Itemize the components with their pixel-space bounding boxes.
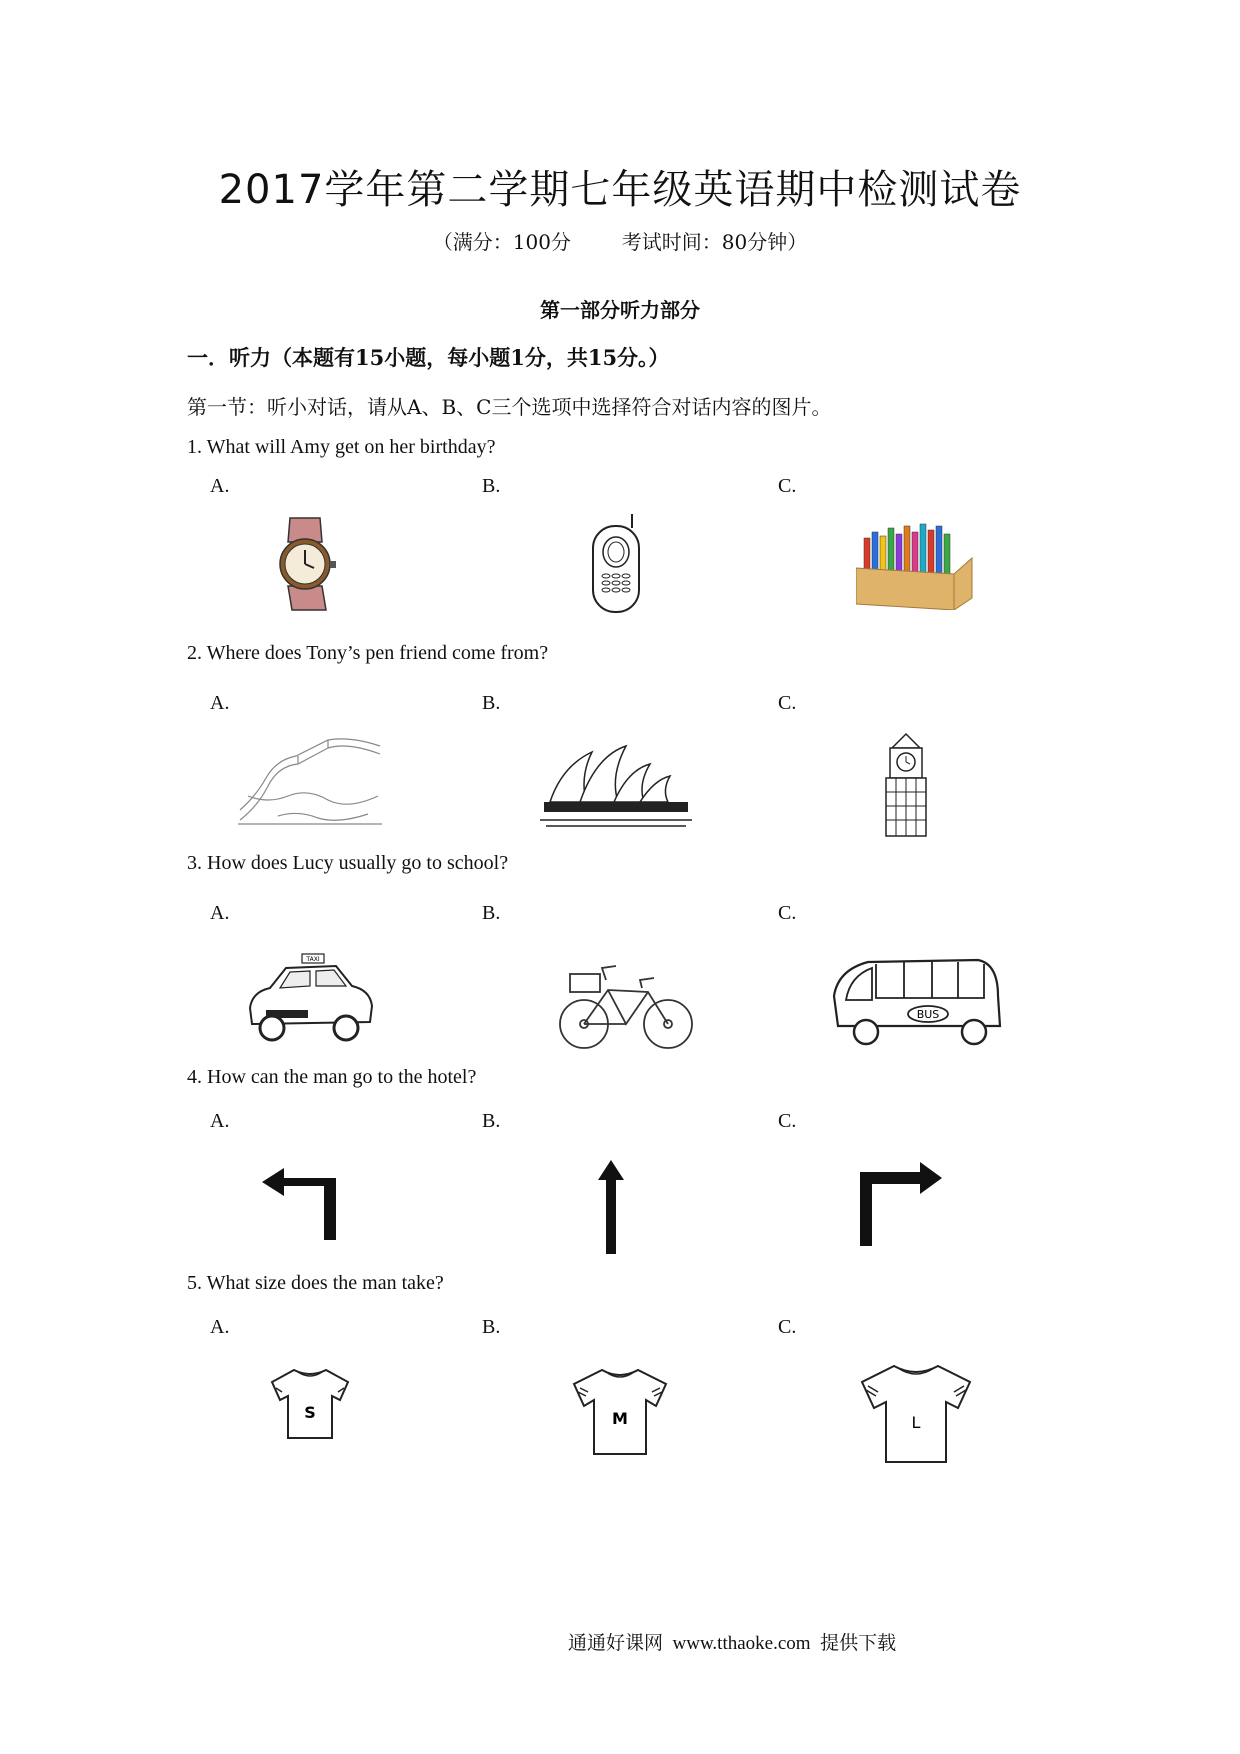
question-5: 5. What size does the man take? <box>187 1272 444 1294</box>
watch-icon <box>272 516 342 612</box>
go-straight-arrow-icon <box>596 1160 626 1254</box>
footer-source: 通通好课网 www.tthaoke.com 提供下载 <box>568 1633 897 1654</box>
size-l-label: L <box>911 1413 921 1432</box>
q1-option-a-label: A. <box>210 475 230 497</box>
q4-option-c-label: C. <box>778 1110 797 1132</box>
great-wall-icon <box>238 736 382 826</box>
size-m-label: M <box>612 1409 628 1428</box>
turn-left-arrow-icon <box>262 1160 344 1242</box>
t-shirt-m-icon <box>570 1366 670 1458</box>
bus-icon <box>828 956 1004 1048</box>
question-1: 1. What will Amy get on her birthday? <box>187 436 496 458</box>
q3-option-b-label: B. <box>482 902 501 924</box>
part-heading: 第一部分听力部分 <box>540 298 700 322</box>
crayons-icon <box>856 518 974 610</box>
big-ben-icon <box>880 732 932 838</box>
size-s-label: S <box>304 1403 316 1422</box>
q2-option-b-label: B. <box>482 692 501 714</box>
q4-option-b-label: B. <box>482 1110 501 1132</box>
t-shirt-s-icon <box>268 1366 352 1442</box>
q5-option-a-label: A. <box>210 1316 230 1338</box>
bicycle-icon <box>556 960 694 1052</box>
page-title: 2017学年第二学期七年级英语期中检测试卷 <box>218 167 1022 213</box>
mobile-phone-icon <box>588 512 646 616</box>
q3-option-c-label: C. <box>778 902 797 924</box>
section-instruction: 第一节：听小对话，请从A、B、C三个选项中选择符合对话内容的图片。 <box>187 395 832 419</box>
section-heading: 一．听力（本题有15小题，每小题1分，共15分。） <box>187 345 670 370</box>
q2-option-c-label: C. <box>778 692 797 714</box>
q1-option-b-label: B. <box>482 475 501 497</box>
exam-info: （满分：100分 考试时间：80分钟） <box>432 230 808 254</box>
sydney-opera-house-icon <box>540 736 692 832</box>
taxi-icon <box>246 952 376 1044</box>
q2-option-a-label: A. <box>210 692 230 714</box>
turn-right-arrow-icon <box>858 1160 942 1246</box>
bus-sign-text: BUS <box>916 1008 940 1021</box>
q4-option-a-label: A. <box>210 1110 230 1132</box>
taxi-sign-text: TAXI <box>306 956 320 963</box>
q3-option-a-label: A. <box>210 902 230 924</box>
q1-option-c-label: C. <box>778 475 797 497</box>
question-2: 2. Where does Tony’s pen friend come from? <box>187 642 549 664</box>
q5-option-c-label: C. <box>778 1316 797 1338</box>
q5-option-b-label: B. <box>482 1316 501 1338</box>
question-4: 4. How can the man go to the hotel? <box>187 1066 477 1088</box>
t-shirt-l-icon <box>858 1362 974 1466</box>
question-3: 3. How does Lucy usually go to school? <box>187 852 509 874</box>
